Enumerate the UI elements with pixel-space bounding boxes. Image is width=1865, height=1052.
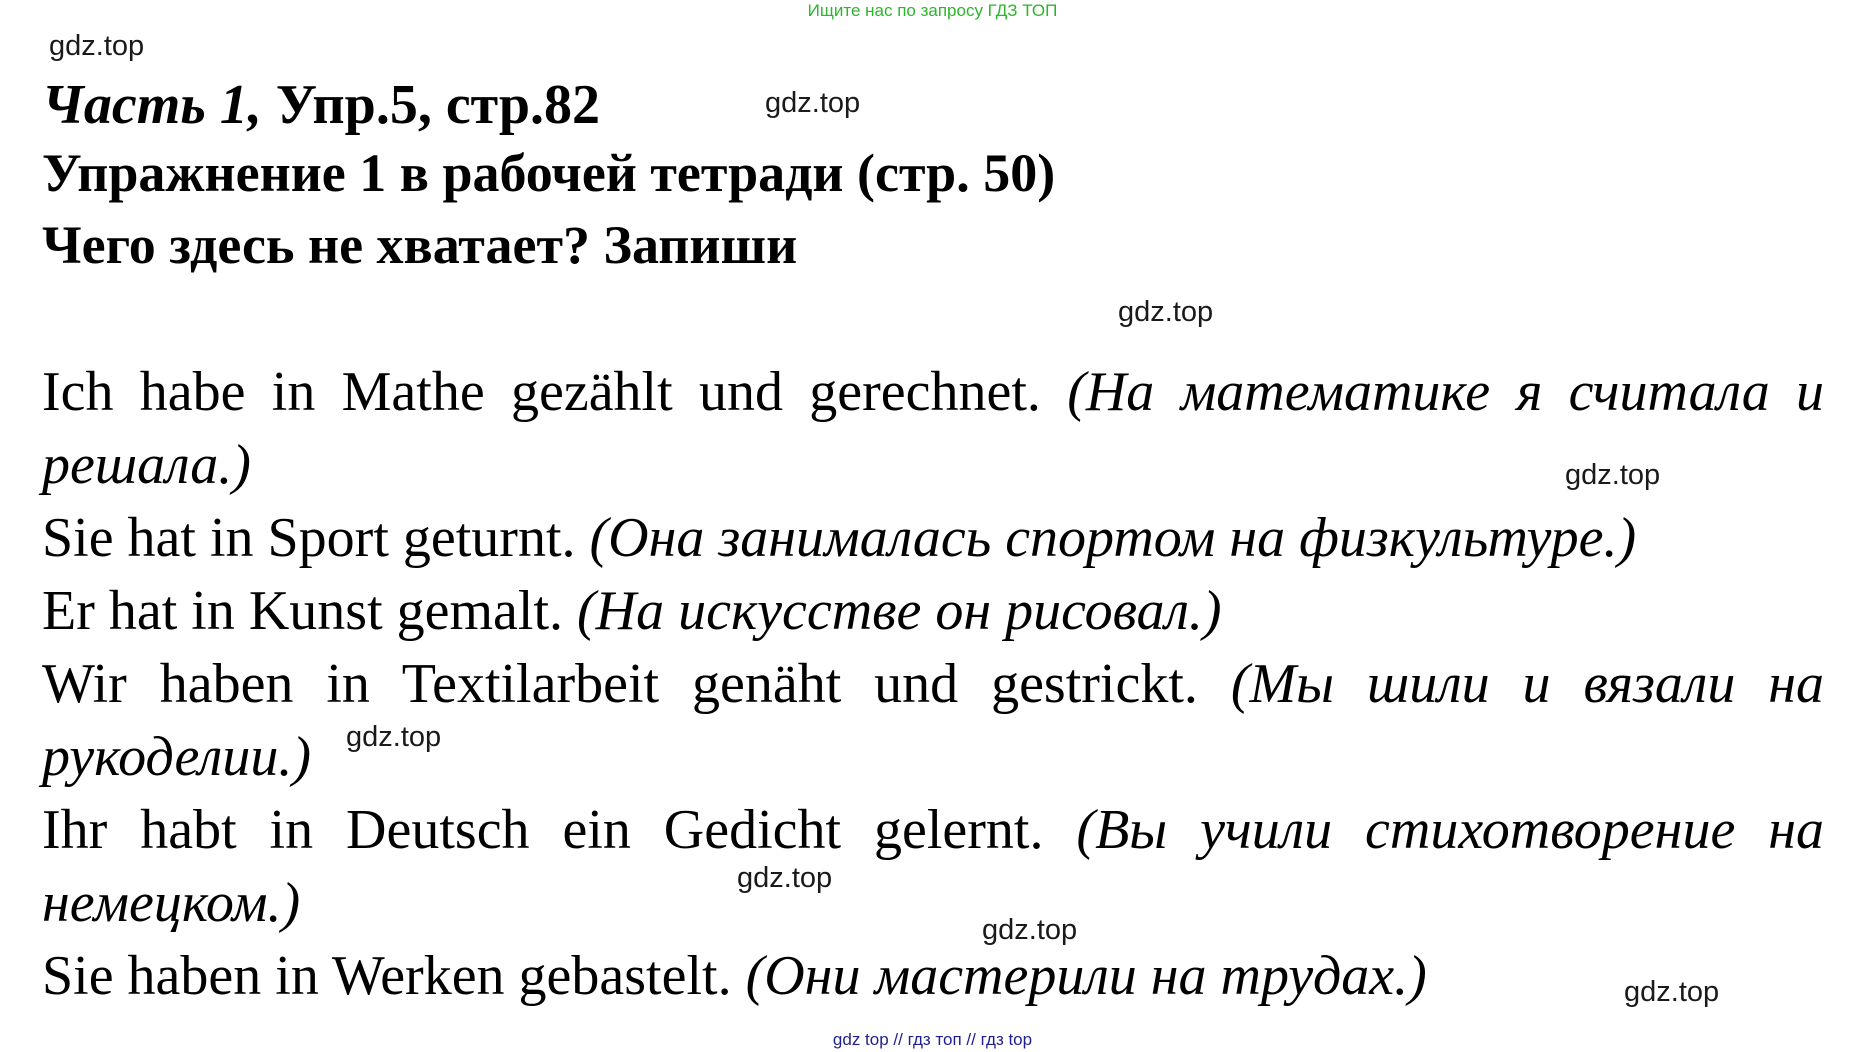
german-sentence: Ihr habt in Deutsch ein Gedicht gelernt. (42, 799, 1077, 861)
sentence (42, 356, 1824, 502)
german-sentence: Sie haben in Werken gebastelt. (42, 945, 746, 1007)
russian-translation: (Они мастерили на трудах.) (745, 945, 1427, 1007)
german-sentence: Sie hat in Sport geturnt. (42, 507, 590, 569)
sentence (42, 648, 1824, 794)
german-sentence: Er hat in Kunst gemalt. (42, 580, 578, 642)
part-label: Часть 1, (42, 74, 262, 136)
russian-translation: (Вы учили стихотворение на немецком.) (42, 799, 1825, 934)
watermark: gdz.top (737, 862, 833, 894)
sentence (42, 502, 1824, 575)
workbook-heading: Упражнение 1 в рабочей тетради (стр. 50) (42, 143, 1056, 203)
footer-links: gdz top // гдз топ // гдз top (832, 1030, 1033, 1049)
russian-translation: (На математике я считала и решала.) (42, 361, 1825, 496)
task-heading: Чего здесь не хватает? Запиши (42, 215, 798, 275)
sentence (42, 940, 1824, 1013)
watermark: gdz.top (1624, 976, 1720, 1008)
exercise-label: Упр.5, стр.82 (261, 74, 601, 136)
watermark: gdz.top (765, 87, 861, 119)
german-sentence: Ich habe in Mathe gezählt und gerechnet. (42, 361, 1068, 423)
watermark: gdz.top (346, 721, 442, 753)
answer-text (42, 356, 1824, 1013)
russian-translation: (Мы шили и вязали на рукоделии.) (42, 653, 1825, 788)
watermark: gdz.top (1118, 296, 1214, 328)
watermark: gdz.top (49, 30, 145, 62)
russian-translation: (На искусстве он рисовал.) (577, 580, 1222, 642)
russian-translation: (Она занималась спортом на физкультуре.) (589, 507, 1637, 569)
german-sentence: Wir haben in Textilarbeit genäht und gestrickt. (42, 653, 1231, 715)
sentence (42, 794, 1824, 940)
top-banner: Ищите нас по запросу ГДЗ ТОП (807, 1, 1058, 20)
sentence (42, 575, 1824, 648)
page-title (42, 73, 600, 137)
watermark: gdz.top (1565, 459, 1661, 491)
watermark: gdz.top (982, 914, 1078, 946)
